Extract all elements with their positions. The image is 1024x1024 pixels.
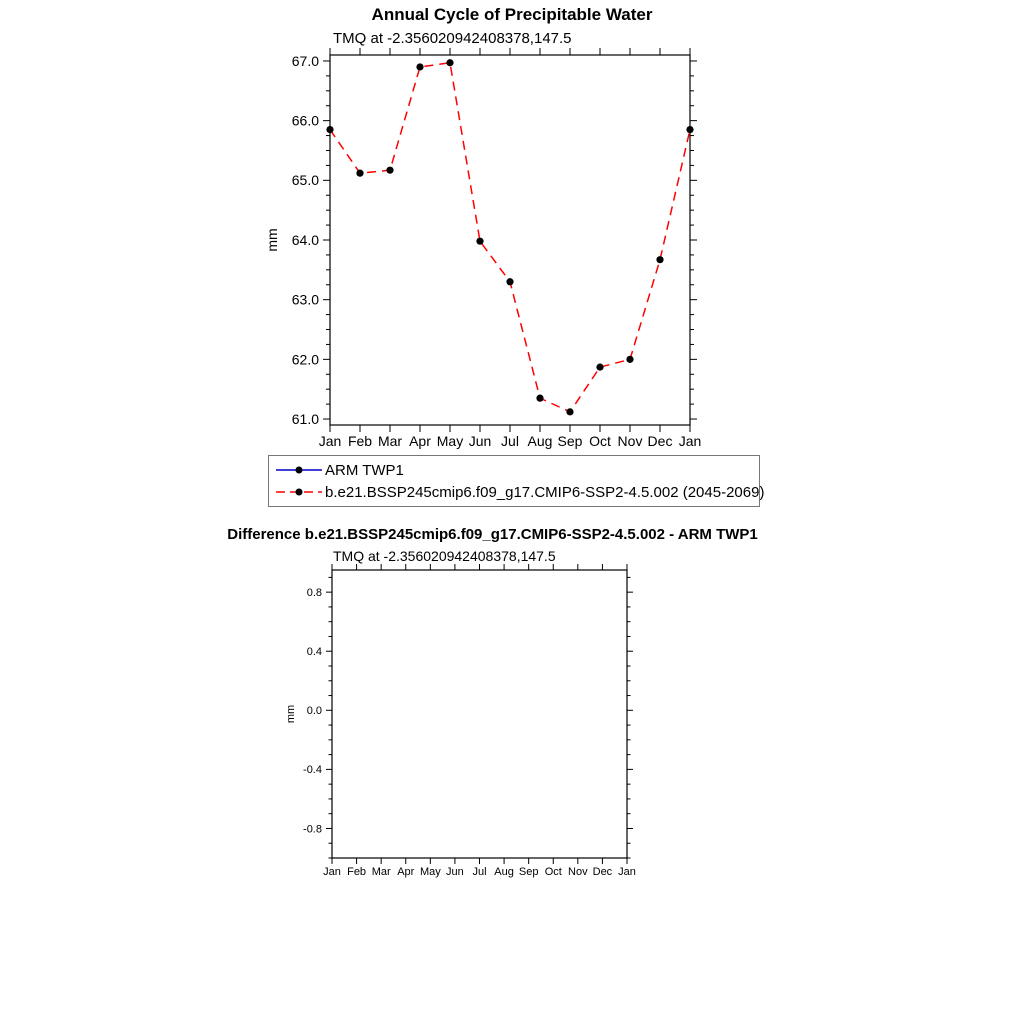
legend-label: ARM TWP1 xyxy=(325,461,404,479)
svg-text:Nov: Nov xyxy=(617,433,643,449)
legend-line-solid-icon xyxy=(275,464,323,476)
svg-text:0.8: 0.8 xyxy=(306,587,322,600)
legend xyxy=(268,455,765,507)
svg-text:Mar: Mar xyxy=(377,433,403,449)
svg-text:61.0: 61.0 xyxy=(291,410,319,427)
legend-item-arm-twp1 xyxy=(275,459,753,481)
svg-text:Apr: Apr xyxy=(397,866,415,878)
svg-text:May: May xyxy=(419,866,441,878)
svg-text:Jan: Jan xyxy=(323,866,341,878)
svg-text:67.0: 67.0 xyxy=(291,52,319,69)
svg-text:Mar: Mar xyxy=(371,866,391,878)
bottom-chart-title: Difference b.e21.BSSP245cmip6.f09_g17.CMIP6-SSP2-4.5.002 - ARM TWP1 xyxy=(227,526,758,543)
legend-item-model xyxy=(275,481,765,503)
svg-text:mm: mm xyxy=(285,704,297,724)
legend-label: b.e21.BSSP245cmip6.f09_g17.CMIP6-SSP2-4.5.002 (2045-2069) xyxy=(325,483,765,501)
svg-text:Sep: Sep xyxy=(557,433,583,449)
svg-text:-0.8: -0.8 xyxy=(303,823,322,836)
svg-text:Jun: Jun xyxy=(468,433,492,449)
svg-text:66.0: 66.0 xyxy=(291,112,319,129)
svg-text:63.0: 63.0 xyxy=(291,291,319,308)
svg-text:Feb: Feb xyxy=(347,433,373,449)
svg-text:Oct: Oct xyxy=(544,866,562,878)
svg-text:Oct: Oct xyxy=(589,433,611,449)
svg-text:Jan: Jan xyxy=(318,433,342,449)
top-chart-subtitle: TMQ at -2.356020942408378,147.5 xyxy=(333,30,572,47)
svg-text:62.0: 62.0 xyxy=(291,351,319,368)
bottom-chart-subtitle: TMQ at -2.356020942408378,147.5 xyxy=(333,548,556,564)
svg-text:0.4: 0.4 xyxy=(306,646,322,659)
svg-text:Feb: Feb xyxy=(347,866,367,878)
svg-text:65.0: 65.0 xyxy=(291,172,319,189)
svg-text:Dec: Dec xyxy=(647,433,673,449)
svg-text:Aug: Aug xyxy=(527,433,553,449)
top-chart-title: Annual Cycle of Precipitable Water xyxy=(371,5,653,24)
svg-text:-0.4: -0.4 xyxy=(303,764,322,777)
svg-text:Aug: Aug xyxy=(494,866,514,878)
svg-text:Apr: Apr xyxy=(409,433,431,449)
svg-text:Jan: Jan xyxy=(678,433,702,449)
svg-text:Dec: Dec xyxy=(592,866,613,878)
legend-line-dashed-icon xyxy=(275,486,323,498)
svg-text:mm: mm xyxy=(264,228,280,252)
svg-text:May: May xyxy=(436,433,464,449)
svg-text:Jan: Jan xyxy=(618,866,636,878)
svg-text:Nov: Nov xyxy=(568,866,588,878)
svg-text:64.0: 64.0 xyxy=(291,231,319,248)
svg-text:Jul: Jul xyxy=(501,433,519,449)
svg-text:Jun: Jun xyxy=(446,866,464,878)
svg-text:Jul: Jul xyxy=(472,866,487,878)
svg-text:0.0: 0.0 xyxy=(306,705,322,718)
svg-text:Sep: Sep xyxy=(518,866,539,878)
